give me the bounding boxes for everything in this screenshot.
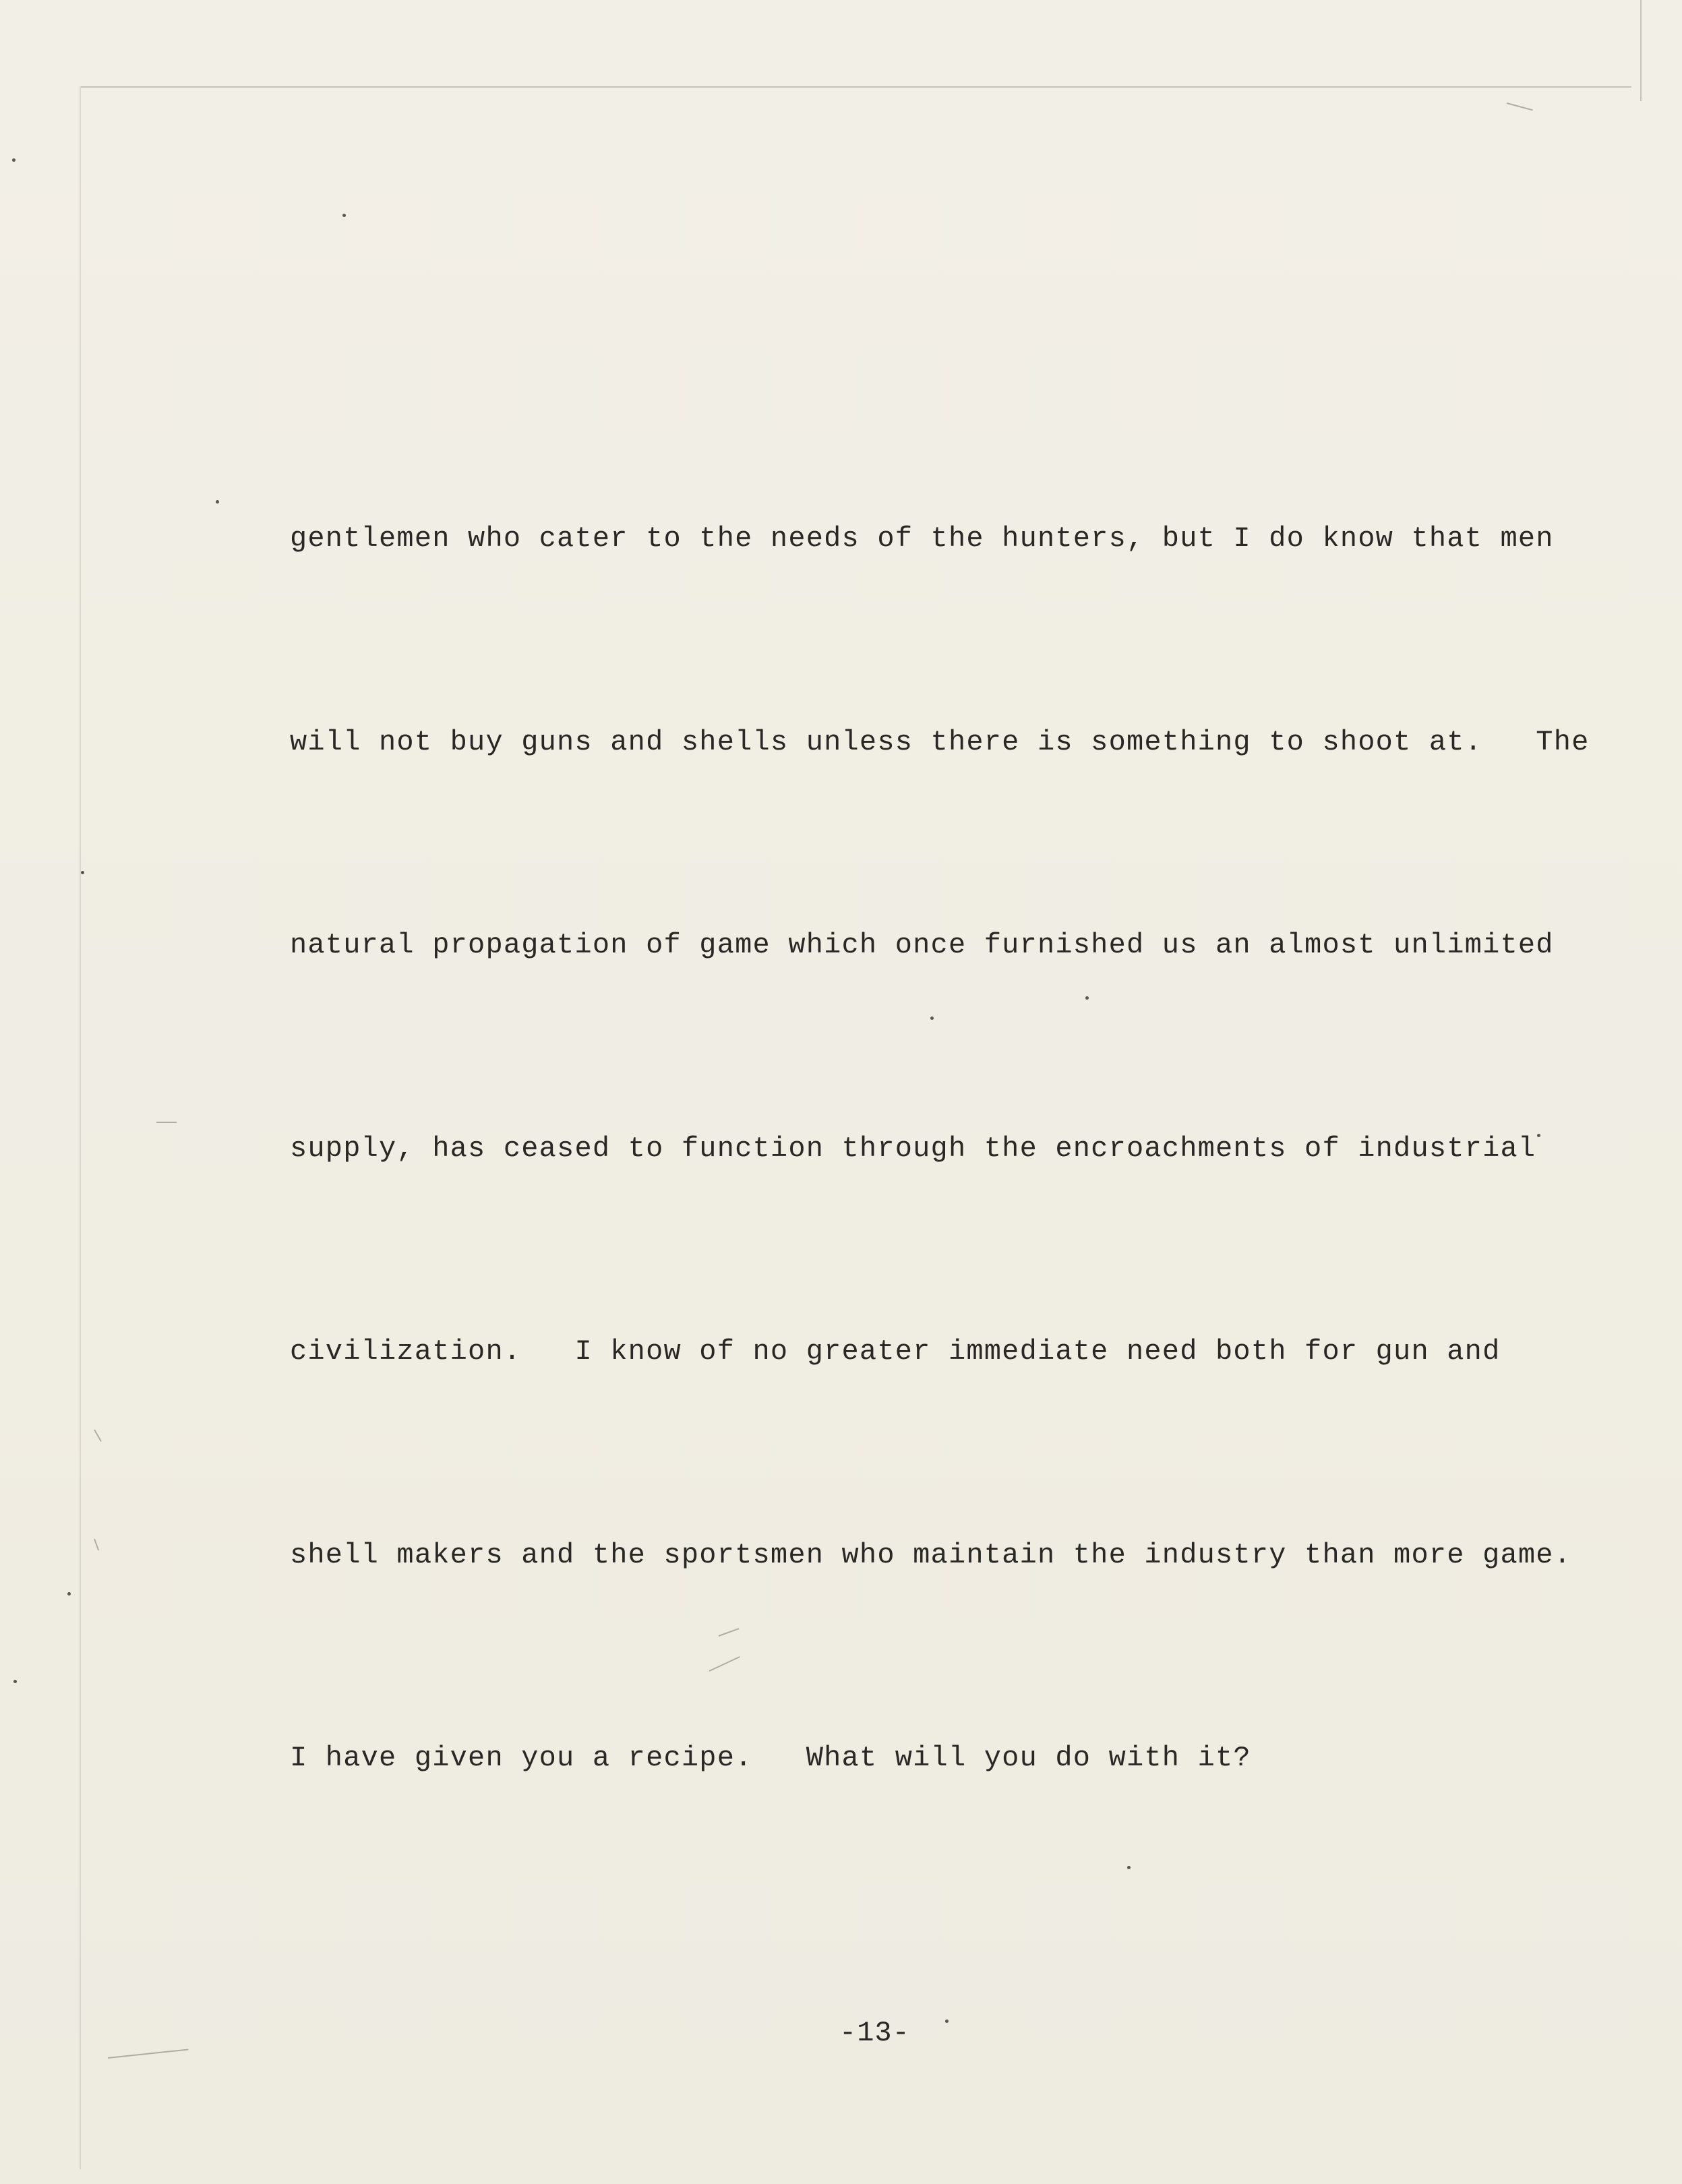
paper-speck <box>81 871 84 874</box>
paper-mark <box>94 1539 99 1551</box>
paper-mark <box>156 1122 177 1123</box>
text-line: shell makers and the sportsmen who maintain the industry than more game. <box>290 1538 1572 1571</box>
paper-speck <box>67 1592 71 1596</box>
body-paragraph <box>290 369 1590 1928</box>
fold-line-left <box>80 86 81 2169</box>
page-number: -13- <box>839 2017 910 2049</box>
text-line: I have given you a recipe. What will you do with it? <box>290 1742 1251 1774</box>
paper-speck <box>342 214 346 217</box>
paper-speck <box>945 2020 949 2023</box>
text-line: civilization. I know of no greater immediate need both for gun and <box>290 1335 1501 1368</box>
text-line: will not buy guns and shells unless there is something to shoot at. The <box>290 725 1590 758</box>
fold-line-top <box>81 86 1631 88</box>
paper-speck <box>216 500 219 504</box>
text-line: natural propagation of game which once furnished us an almost unlimited <box>290 929 1554 961</box>
paper-mark <box>94 1430 102 1442</box>
paper-edge <box>1640 0 1642 101</box>
text-line: gentlemen who cater to the needs of the hunters, but I do know that men <box>290 522 1554 555</box>
paper-speck <box>12 158 16 162</box>
text-line: supply, has ceased to function through the encroachments of industrial <box>290 1132 1536 1165</box>
paper-mark <box>108 2049 189 2059</box>
paper-mark <box>1507 102 1533 111</box>
paper-speck <box>13 1680 17 1683</box>
